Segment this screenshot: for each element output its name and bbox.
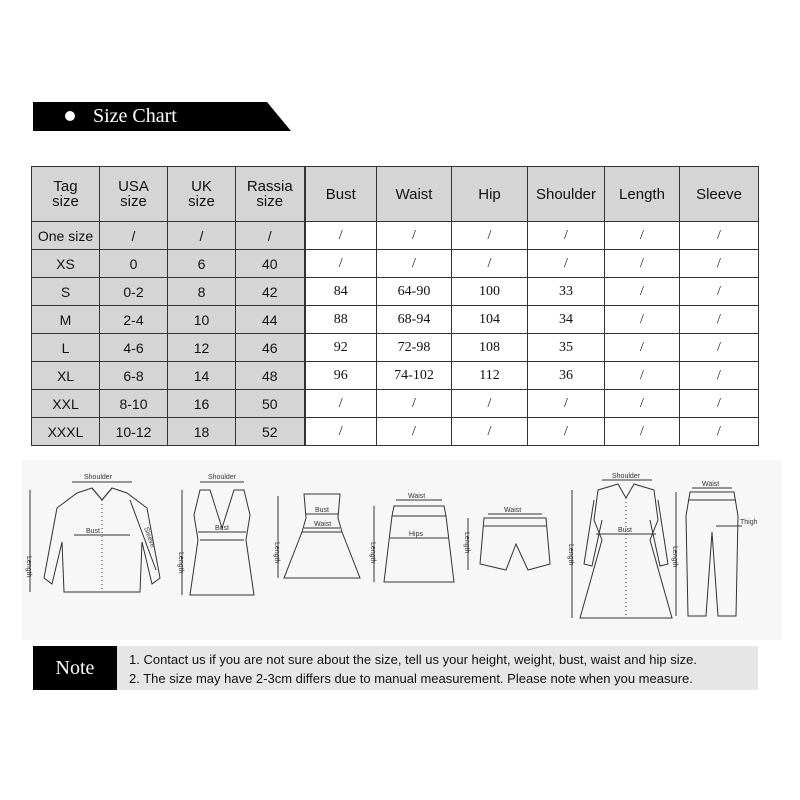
table-cell: 42 [236,278,305,306]
table-cell: XXL [32,390,100,418]
label-bust-tank: Bust [215,525,230,532]
table-cell: 0 [100,250,168,278]
header-sleeve: Sleeve [680,167,759,222]
label-bust-dress: Bust [315,507,330,514]
table-cell: 14 [168,362,236,390]
table-cell: 16 [168,390,236,418]
label-length-skirt: Length [369,542,376,564]
garment-measurement-diagrams [22,460,782,640]
table-cell: 64-90 [377,278,452,306]
table-cell: XL [32,362,100,390]
table-cell: One size [32,222,100,250]
table-cell: / [528,250,605,278]
table-cell: M [32,306,100,334]
header-russia-size: Rassia size [236,167,305,222]
table-cell: 8 [168,278,236,306]
table-cell: 92 [305,334,377,362]
table-cell: 52 [236,418,305,446]
banner-title: Size Chart [93,105,177,127]
table-cell: 50 [236,390,305,418]
table-cell: 10 [168,306,236,334]
note-label: Note [33,646,117,690]
table-cell: S [32,278,100,306]
table-cell: / [680,250,759,278]
table-cell: / [305,390,377,418]
table-row [32,390,759,418]
table-cell: / [305,222,377,250]
label-length-blouse: Length [25,556,32,578]
table-cell: 35 [528,334,605,362]
table-cell: / [680,306,759,334]
table-cell: 33 [528,278,605,306]
table-row [32,222,759,250]
label-length-dress: Length [273,542,280,564]
header-uk-size: UK size [168,167,236,222]
header-length: Length [605,167,680,222]
note-line-2: 2. The size may have 2-3cm differs due to manual measurement. Please note when you measure. [129,671,693,686]
table-cell: L [32,334,100,362]
label-shoulder-tank: Shoulder [208,474,237,481]
bullet-icon [65,111,75,121]
table-cell: 72-98 [377,334,452,362]
label-sleeve-blouse: Sleeve [142,526,157,549]
table-cell: 4-6 [100,334,168,362]
table-cell: / [377,390,452,418]
table-cell: / [680,222,759,250]
note-body [117,646,758,690]
label-shoulder-coat: Shoulder [612,473,641,480]
table-cell: 84 [305,278,377,306]
table-header-row [32,167,759,222]
table-cell: / [305,250,377,278]
table-cell: / [377,418,452,446]
table-cell: 48 [236,362,305,390]
table-cell: / [605,362,680,390]
table-row [32,334,759,362]
table-row [32,418,759,446]
table-cell: / [680,278,759,306]
table-cell: 104 [452,306,528,334]
table-cell: / [452,390,528,418]
header-shoulder: Shoulder [528,167,605,222]
table-cell: / [452,418,528,446]
table-cell: / [528,222,605,250]
size-table [31,166,759,446]
label-bust-blouse: Bust [86,528,101,535]
label-waist-dress: Waist [314,521,332,528]
label-shoulder-blouse: Shoulder [84,474,113,481]
table-cell: / [528,418,605,446]
label-hips-skirt: Hips [409,531,424,538]
size-chart-banner [33,102,291,131]
table-row [32,250,759,278]
label-length-coat: Length [567,544,574,566]
table-cell: / [100,222,168,250]
table-cell: / [680,390,759,418]
header-usa-size: USA size [100,167,168,222]
table-cell: 2-4 [100,306,168,334]
table-cell: 34 [528,306,605,334]
label-length-tank: Length [177,552,184,574]
table-cell: 18 [168,418,236,446]
table-cell: / [452,222,528,250]
table-cell: 8-10 [100,390,168,418]
table-cell: / [605,418,680,446]
label-waist-pants: Waist [702,481,720,488]
table-cell: 74-102 [377,362,452,390]
table-row [32,278,759,306]
table-cell: / [528,390,605,418]
label-waist-shorts: Waist [504,507,522,514]
table-cell: 6-8 [100,362,168,390]
table-cell: / [305,418,377,446]
table-cell: 68-94 [377,306,452,334]
table-cell: / [680,362,759,390]
table-cell: 36 [528,362,605,390]
note-line-1: 1. Contact us if you are not sure about the size, tell us your height, weight, bust, waist and hip size. [129,652,697,667]
table-cell: 96 [305,362,377,390]
table-cell: / [452,250,528,278]
table-cell: / [377,250,452,278]
table-cell: / [605,390,680,418]
table-cell: 12 [168,334,236,362]
label-length-pants: Length [671,546,678,568]
label-thigh-pants: Thigh [740,519,758,526]
table-cell: / [605,306,680,334]
table-cell: / [605,250,680,278]
table-cell: 100 [452,278,528,306]
table-cell: / [605,334,680,362]
table-cell: XS [32,250,100,278]
header-bust: Bust [305,167,377,222]
table-cell: 108 [452,334,528,362]
label-waist-skirt: Waist [408,493,426,500]
table-cell: 88 [305,306,377,334]
header-tag-size: Tag size [32,167,100,222]
table-cell: / [680,334,759,362]
table-cell: 46 [236,334,305,362]
table-cell: 112 [452,362,528,390]
header-waist: Waist [377,167,452,222]
table-row [32,306,759,334]
table-cell: / [236,222,305,250]
table-cell: / [168,222,236,250]
label-length-shorts: Length [463,532,470,554]
table-cell: 6 [168,250,236,278]
header-hip: Hip [452,167,528,222]
table-cell: / [605,278,680,306]
table-cell: XXXL [32,418,100,446]
table-cell: 44 [236,306,305,334]
table-cell: / [680,418,759,446]
table-cell: 0-2 [100,278,168,306]
table-cell: 40 [236,250,305,278]
table-cell: / [605,222,680,250]
table-row [32,362,759,390]
table-cell: 10-12 [100,418,168,446]
table-cell: / [377,222,452,250]
label-bust-coat: Bust [618,527,633,534]
